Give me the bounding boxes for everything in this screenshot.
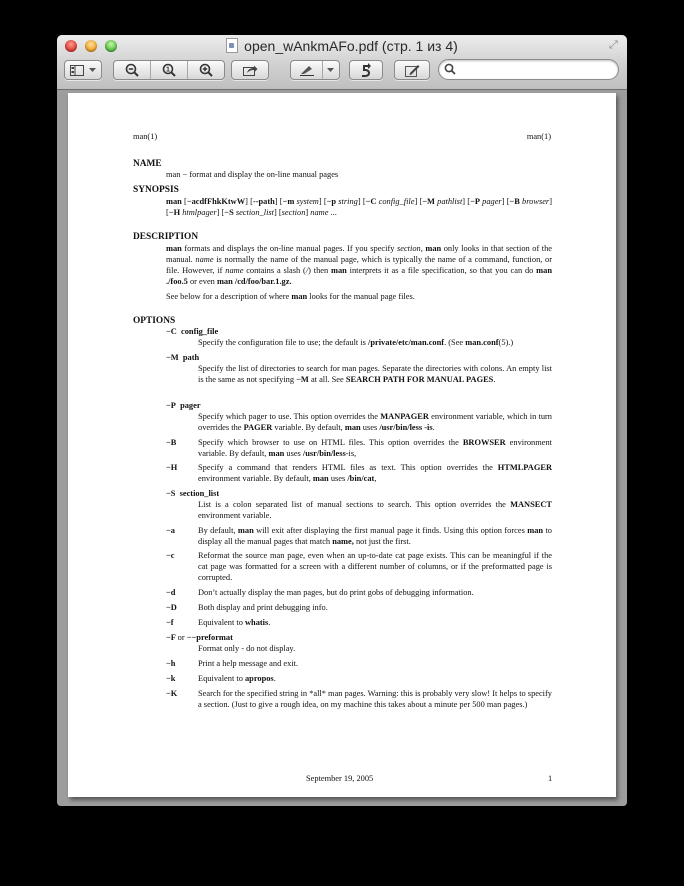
- page-header-left: man(1): [133, 132, 158, 141]
- option-H-desc: Specify a command that renders HTML files as text. This option overrides the HTMLPAGER environment variable. By default, man uses /bin/cat,: [198, 463, 552, 483]
- page-footer-number: 1: [548, 774, 553, 783]
- rotate-button[interactable]: [349, 60, 383, 80]
- page-header-right: man(1): [526, 132, 551, 141]
- pencil-edit-icon: [405, 64, 420, 77]
- window-title: [57, 36, 627, 56]
- section-heading-options: OPTIONS: [133, 316, 176, 326]
- option-K-desc: Search for the specified string in *all* man pages. Warning: this is probably very slow! It helps to specify a section. (Just to give a rough idea, on my machine this takes about a minute per 500 man pages.): [198, 689, 552, 709]
- search-input[interactable]: [459, 61, 613, 79]
- option-f-desc: Equivalent to whatis.: [198, 618, 271, 627]
- option-K: −K: [166, 689, 178, 698]
- annotate-controls: [290, 60, 340, 80]
- sidebar-icon: [70, 65, 84, 76]
- option-C-desc: Specify the configuration file to use; the default is /private/etc/man.conf. (See man.conf(5).): [198, 338, 514, 347]
- zoom-out-button[interactable]: [114, 61, 150, 79]
- chevron-down-icon: [89, 67, 97, 73]
- highlight-options-button[interactable]: [322, 61, 339, 79]
- option-a-desc: By default, man will exit after displaying the first manual page it finds. Using this option forces man to display all the manual pages that match name, not just the first.: [198, 526, 552, 546]
- option-D: −D: [166, 603, 177, 612]
- pdf-document-icon: [226, 38, 238, 53]
- zoom-controls: [113, 60, 225, 80]
- synopsis-text: man [−acdfFhkKtwW] [--path] [−m system] [−p string] [−C config_file] [−M pathlist] [−P pager] [−B browser] [−H htmlpager] [−S section_list] [section] name ...: [166, 197, 552, 217]
- option-d-desc: Don’t actually display the man pages, but do print gobs of debugging information.: [198, 588, 474, 597]
- pdf-page: [68, 93, 616, 797]
- option-D-desc: Both display and print debugging info.: [198, 603, 328, 612]
- search-icon: [444, 63, 456, 75]
- share-button[interactable]: [231, 60, 269, 80]
- option-c-desc: Reformat the source man page, even when an up-to-date cat page exists. This can be meaningful if the cat page was formatted for a screen with a different number of columns, or if the preformatted page is corrupted.: [198, 551, 552, 582]
- name-text: man − format and display the on-line manual pages: [166, 170, 339, 179]
- edit-toolbar-button[interactable]: [394, 60, 430, 80]
- chevron-down-icon: [327, 67, 335, 73]
- share-icon: [243, 64, 258, 76]
- option-f: −f: [166, 618, 174, 627]
- document-scroll-area[interactable]: [57, 90, 627, 806]
- section-heading-description: DESCRIPTION: [133, 232, 199, 242]
- option-S-desc: List is a colon separated list of manual sections to search. This option overrides the MANSECT environment variable.: [198, 500, 552, 520]
- option-M: −M path: [166, 353, 200, 362]
- option-k-desc: Equivalent to apropos.: [198, 674, 276, 683]
- search-field[interactable]: [438, 59, 619, 80]
- section-heading-synopsis: SYNOPSIS: [133, 185, 179, 195]
- fullscreen-icon[interactable]: ⤢: [609, 39, 618, 51]
- option-H: −H: [166, 463, 178, 472]
- actual-size-button[interactable]: [150, 61, 187, 79]
- option-h-desc: Print a help message and exit.: [198, 659, 299, 668]
- window-title-text: open_wAnkmAFo.pdf (стр. 1 из 4): [244, 38, 458, 54]
- highlight-button[interactable]: [291, 61, 322, 79]
- sidebar-view-button[interactable]: [64, 60, 102, 80]
- preview-window: [57, 35, 627, 806]
- section-heading-name: NAME: [133, 159, 162, 169]
- option-P-desc: Specify which pager to use. This option overrides the MANPAGER environment variable, which in turn overrides the PAGER variable. By default, man uses /usr/bin/less -is.: [198, 412, 552, 432]
- option-S: −S section_list: [166, 489, 220, 498]
- option-M-desc: Specify the list of directories to search for man pages. Separate the directories with colons. An empty list is the same as not specifying −M at all. See SEARCH PATH FOR MANUAL PAGES.: [198, 364, 552, 384]
- highlighter-icon: [299, 64, 315, 76]
- zoom-in-button[interactable]: [187, 61, 224, 79]
- actual-size-icon: [162, 63, 176, 77]
- page-footer-date: September 19, 2005: [306, 774, 374, 783]
- option-c: −c: [166, 551, 175, 560]
- option-P: −P pager: [166, 401, 201, 410]
- description-paragraph-2: See below for a description of where man looks for the manual page files.: [166, 292, 415, 301]
- option-F: −F or −−preformat: [166, 633, 233, 642]
- svg-text:1: 1: [166, 66, 170, 74]
- zoom-in-icon: [199, 63, 213, 77]
- option-C: −C config_file: [166, 327, 219, 336]
- option-d: −d: [166, 588, 176, 597]
- title-bar: [57, 35, 627, 90]
- zoom-out-icon: [125, 63, 139, 77]
- option-h: −h: [166, 659, 176, 668]
- option-k: −k: [166, 674, 176, 683]
- rotate-icon: [360, 63, 372, 77]
- option-F-desc: Format only - do not display.: [198, 644, 296, 653]
- option-a: −a: [166, 526, 175, 535]
- option-B: −B: [166, 438, 177, 447]
- description-paragraph-1: man formats and displays the on-line manual pages. If you specify section, man only looks in that section of the manual. name is normally the name of the manual page, which is typically the name of a command, function, or file. However, if name contains a slash (/) then man interprets it as a file specification, so that you can do man ./foo.5 or even man /cd/foo/bar.1.gz.: [166, 244, 552, 286]
- option-B-desc: Specify which browser to use on HTML files. This option overrides the BROWSER environment variable. By default, man uses /usr/bin/less-is,: [198, 438, 552, 458]
